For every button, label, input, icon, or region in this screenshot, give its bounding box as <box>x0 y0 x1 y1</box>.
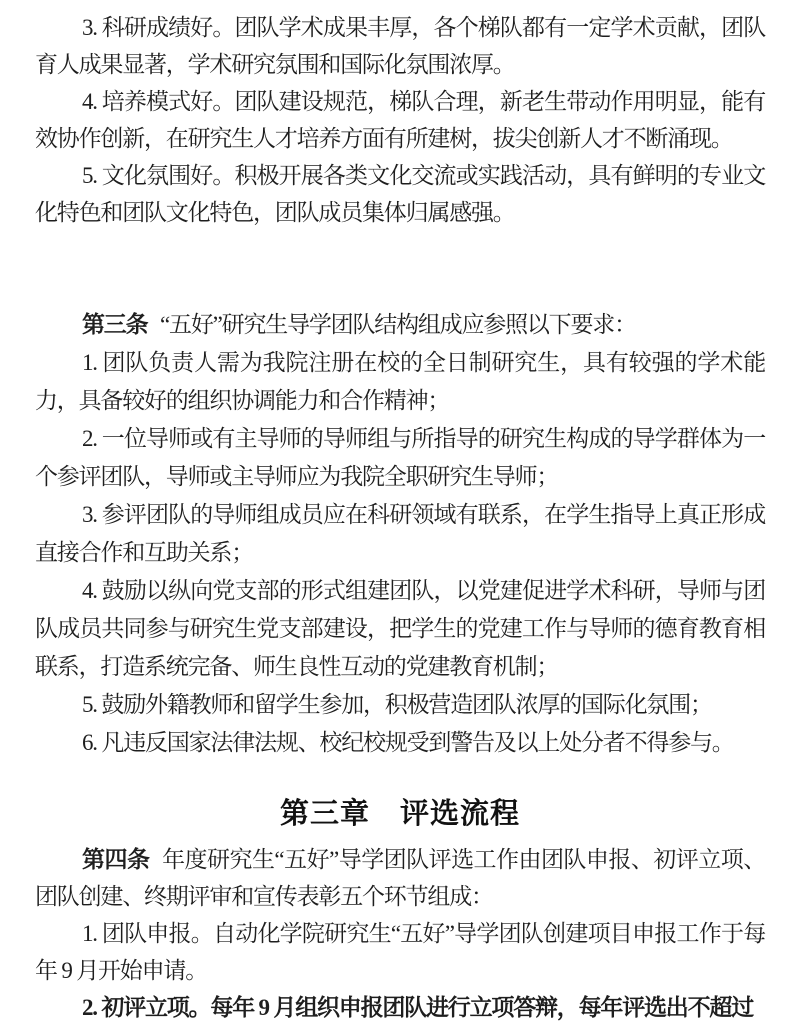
article-3-intro: “五好”研究生导学团队结构组成应参照以下要求： <box>160 312 636 337</box>
document-body <box>35 9 765 1026</box>
paragraph-quality-item-5: 5. 文化氛围好。积极开展各类文化交流或实践活动，具有鲜明的专业文化特色和团队文化特色，团队成员集体归属感强。 <box>35 163 765 225</box>
blank-lines-spacer <box>35 231 765 306</box>
article-4-list-item: 1. 团队申报。自动化学院研究生“五好”导学团队创建项目申报工作于每年 9 月开始申请。 <box>35 921 765 983</box>
article-3-heading-paragraph <box>35 306 765 344</box>
article-4-intro: 年度研究生“五好”导学团队评选工作由团队申报、初评立项、团队创建、终期评审和宣传表彰五个环节组成： <box>35 847 765 909</box>
article-4-section <box>35 841 765 1026</box>
article-4-label: 第四条 <box>82 847 150 872</box>
article-3-list-item: 5. 鼓励外籍教师和留学生参加，积极营造团队浓厚的国际化氛围； <box>82 692 712 717</box>
article-4-heading-paragraph <box>35 841 765 915</box>
article-4-list-item-emphasized: 2. 初评立项。每年 9 月组织申报团队进行立项答辩，每年评选出不超过 <box>82 995 754 1020</box>
chapter-3-heading: 第三章 评选流程 <box>279 798 520 830</box>
article-3-list-item: 4. 鼓励以纵向党支部的形式组建团队，以党建促进学术科研，导师与团队成员共同参与研究生党支部建设，把学生的党建工作与导师的德育教育相联系，打造系统完备、师生良性互动的党建教育机制； <box>35 578 765 679</box>
paragraph-quality-item-4: 4. 培养模式好。团队建设规范，梯队合理，新老生带动作用明显，能有效协作创新，在研究生人才培养方面有所建树，拔尖创新人才不断涌现。 <box>35 89 765 151</box>
article-3-list-item: 3. 参评团队的导师组成员应在科研领域有联系，在学生指导上真正形成直接合作和互助关系； <box>35 502 765 565</box>
article-3-label: 第三条 <box>82 312 148 337</box>
article-3-list-item: 2. 一位导师或有主导师的导师组与所指导的研究生构成的导学群体为一个参评团队，导师或主导师应为我院全职研究生导师； <box>35 426 765 489</box>
article-3-section <box>35 306 765 762</box>
article-3-list-item: 6. 凡违反国家法律法规、校纪校规受到警告及以上处分者不得参与。 <box>82 730 734 755</box>
article-3-list-item: 1. 团队负责人需为我院注册在校的全日制研究生，具有较强的学术能力，具备较好的组织协调能力和合作精神； <box>35 350 765 413</box>
paragraph-quality-item-3: 3. 科研成绩好。团队学术成果丰厚，各个梯队都有一定学术贡献，团队育人成果显著，学术研究氛围和国际化氛围浓厚。 <box>35 15 765 77</box>
